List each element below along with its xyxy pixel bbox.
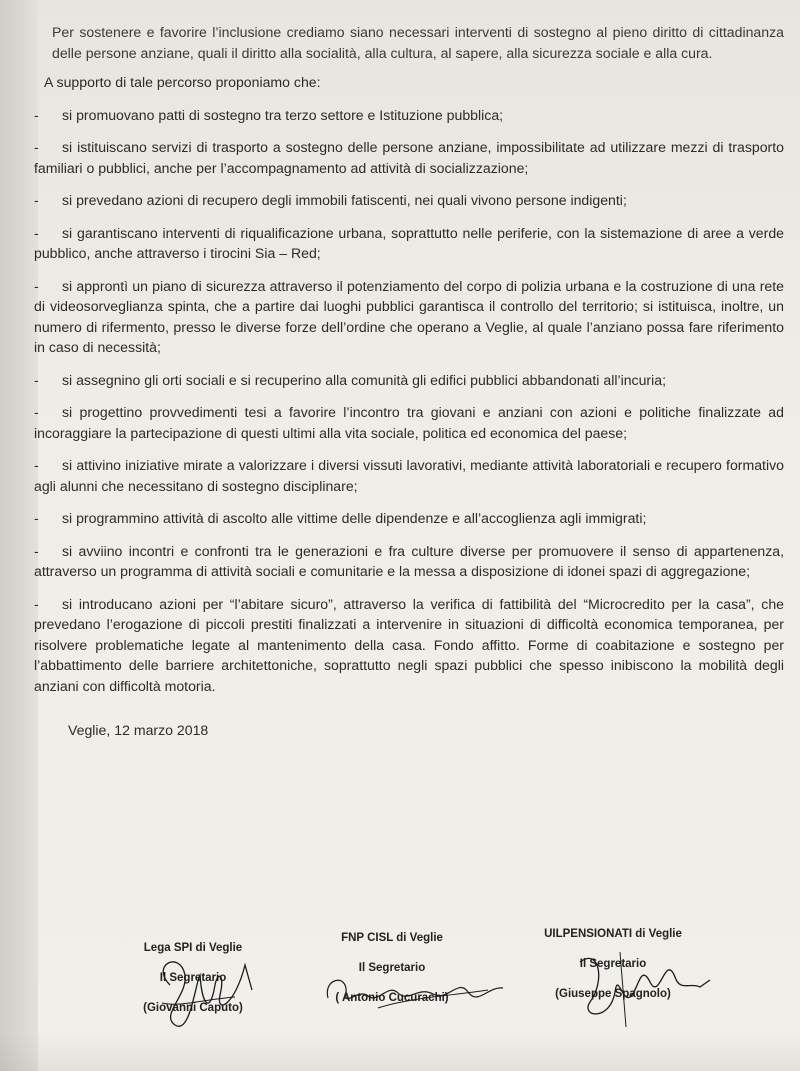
bullet-dash: -	[34, 510, 39, 526]
list-item-text: si assegnino gli orti sociali e si recuperino alla comunità gli edifici pubblici abbandonati all’incuria;	[62, 371, 667, 388]
list-item-text: si approntì un piano di sicurezza attraverso il potenziamento del corpo di polizia urbana e la costruzione di una rete di videosorveglianza spinta, che a partire dai luoghi pubblici garantisca il controllo del territorio; si istituisca, inoltre, un numero di rifermento, presso le diverse forze dell’ordine che operano a Veglie, al quale l’anziano possa fare riferimento in caso di necessità;	[34, 277, 784, 355]
list-item	[34, 137, 784, 178]
signature-org: Lega SPI di Veglie	[143, 942, 243, 954]
list-item	[34, 276, 784, 358]
page-edge-shadow	[0, 0, 38, 1071]
signature-role: Il Segretario	[358, 962, 426, 974]
bullet-dash: -	[34, 595, 39, 612]
signature-role: Il Segretario	[579, 958, 647, 970]
bullet-dash: -	[34, 277, 39, 294]
bullet-dash: -	[34, 139, 39, 155]
list-item	[34, 594, 784, 697]
place-and-date: Veglie, 12 marzo 2018	[68, 722, 209, 738]
bullet-dash: -	[34, 106, 39, 123]
signature-block-spi	[118, 940, 268, 1016]
bullet-dash: -	[34, 542, 39, 559]
bullet-dash: -	[34, 192, 39, 208]
intro-paragraph: Per sostenere e favorire l’inclusione crediamo siano necessari interventi di sostegno al pieno diritto di cittadinanza delle persone anziane, quali il diritto alla socialità, alla cultura, al sapere, alla sicurezza sociale e alla cura.	[52, 24, 784, 61]
list-item-text: si introducano azioni per “l’abitare sicuro”, attraverso la verifica di fattibilità del “Microcredito per la casa”, che prevedano l’erogazione di piccoli prestiti finalizzati a intervenire in situazioni di difficoltà economica temporanea, per risolvere problematiche legate al mantenimento della casa. Fondo affitto. Forme di coabitazione e sostegno per l’abbattimento delle barriere architettoniche, soprattutto negli spazi pubblici che spesso inibiscono la mobilità degli anziani con difficoltà motoria.	[34, 595, 784, 694]
signature-block-uilpensionati	[528, 926, 698, 1002]
list-item-text: si promuovano patti di sostegno tra terzo settore e Istituzione pubblica;	[62, 106, 504, 123]
bullet-dash: -	[34, 457, 39, 473]
list-item	[34, 455, 784, 496]
signature-name: ( Antonio Cucurachi)	[335, 992, 449, 1004]
list-item	[34, 541, 784, 582]
bullet-dash: -	[34, 371, 39, 388]
list-item-text: si prevedano azioni di recupero degli immobili fatiscenti, nei quali vivono persone indigenti;	[62, 192, 627, 208]
signature-org: UILPENSIONATI di Veglie	[544, 928, 682, 940]
document-body	[34, 22, 784, 741]
list-item	[34, 105, 784, 126]
list-item-text: si garantiscano interventi di riqualificazione urbana, soprattutto nelle periferie, con la sistemazione di aree a verde pubblico, anche attraverso i tirocini Sia – Red;	[34, 224, 784, 261]
proposal-list	[34, 105, 784, 697]
list-item-text: si istituiscano servizi di trasporto a sostegno delle persone anziane, impossibilitate ad utilizzare mezzi di trasporto familiari o pubblici, anche per l’accompagnamento ad attività di socializzazione;	[34, 139, 784, 176]
signature-name: (Giovanni Caputo)	[143, 1002, 243, 1014]
list-item	[34, 402, 784, 443]
list-item-text: si attivino iniziative mirate a valorizzare i diversi vissuti lavorativi, mediante attività laboratoriali e recupero formativo agli alunni che necessitano di sostegno disciplinare;	[34, 457, 784, 494]
lead-sentence: A supporto di tale percorso proponiamo che:	[44, 74, 321, 90]
list-item-text: si progettino provvedimenti tesi a favorire l’incontro tra giovani e anziani con azioni e politiche finalizzate ad incoraggiare la partecipazione di questi ultimi alla vita sociale, politica ed economica del paese;	[34, 404, 784, 441]
signature-org: FNP CISL di Veglie	[341, 932, 443, 944]
list-item-text: si programmino attività di ascolto alle vittime delle dipendenze e all’accoglienza agli immigrati;	[62, 510, 647, 526]
signature-block-fnp-cisl	[312, 930, 472, 1006]
signature-role: Il Segretario	[159, 972, 227, 984]
signature-name: (Giuseppe Spagnolo)	[555, 988, 671, 1000]
list-item	[34, 508, 784, 529]
list-item-text: si avviino incontri e confronti tra le generazioni e fra culture diverse per promuovere il senso di appartenenza, attraverso un programma di attività sociali e comunitarie e la messa a disposizione di idonei spazi di aggregazione;	[34, 542, 784, 579]
list-item	[34, 370, 784, 391]
bullet-dash: -	[34, 404, 39, 420]
list-item	[34, 190, 784, 211]
bullet-dash: -	[34, 224, 39, 241]
bottom-shadow	[0, 1031, 800, 1071]
list-item	[34, 223, 784, 264]
